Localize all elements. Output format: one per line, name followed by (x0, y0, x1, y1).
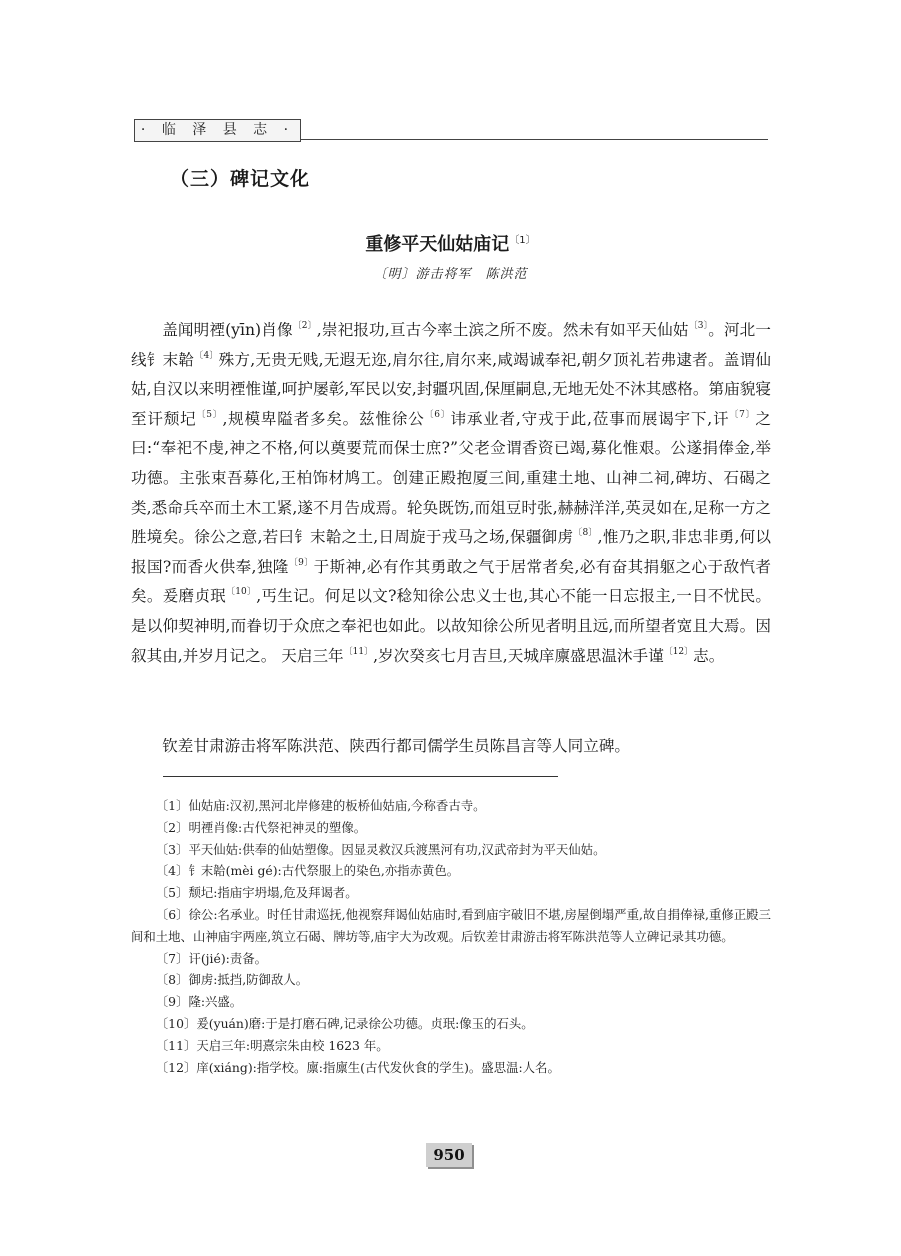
article-title-ref: 〔1〕 (509, 235, 536, 246)
body-text-run: ,岁次癸亥七月吉旦,天城庠廪盛思温沐手谨 (373, 646, 664, 665)
footnote-ref: 〔3〕 (688, 321, 709, 331)
body-text-run: ,规模卑隘者多矣。兹惟徐公 (222, 409, 425, 428)
footnote-ref: 〔9〕 (288, 557, 314, 568)
footnote-ref: 〔10〕 (226, 587, 257, 598)
footnote-item: 〔5〕颓圮:指庙宇坍塌,危及拜谒者。 (155, 885, 358, 901)
footnote-item: 〔11〕天启三年:明熹宗朱由校 1623 年。 (155, 1037, 389, 1053)
body-text-run: ,丐生记。何足以文?稔知徐公忠义士也,其心不能一日忘报主,一日不忧民。是以仰契神明,而眷切于众庶之奉祀也如此。以故知徐公所见者明且远,而所望者宽且大焉。因叙其由,并岁月记之。 天启三年 (131, 587, 772, 665)
running-header (134, 119, 768, 141)
article-author: 〔明〕游击将军 陈洪范 (373, 267, 528, 282)
body-text-run: 之曰:“奉祀不虔,神之不格,何以奠要荒而保士庶?”父老佥谓香资已竭,募化惟艰。公遂捐俸金,举功德。主张束吾募化,王柏饰材鸠工。创建正殿抱厦三间,重建土地、山神二祠,碑坊、石碣之类,悉命兵卒而土木工紧,遂不月告成焉。轮奂既饬,而俎豆时张,赫赫洋洋,英灵如在,足称一方之胜境矣。徐公之意,若曰钅末韐之土,日周旋于戎马之场,保疆御虏 (131, 409, 771, 547)
article-title (0, 230, 901, 256)
footnote-item: 〔12〕庠(xiáng):指学校。廪:指廪生(古代发伙食的学生)。盛思温:人名。 (155, 1059, 560, 1075)
body-paragraph-2: 钦差甘肃游击将军陈洪范、陕西行都司儒学生员陈昌言等人同立碑。 (162, 737, 631, 755)
footnote-item: 〔8〕御虏:抵挡,防御敌人。 (155, 972, 309, 988)
body-text-run: 。河北一线钅末韐 (131, 321, 771, 369)
body-paragraph-1 (131, 316, 771, 671)
article-title-text: 重修平天仙姑庙记 (365, 234, 510, 255)
footnote-ref: 〔12〕 (663, 646, 694, 657)
footnote-item: 〔1〕仙姑庙:汉初,黑河北岸修建的板桥仙姑庙,今称香古寺。 (155, 798, 486, 813)
footnote-ref: 〔6〕 (424, 409, 451, 420)
page-number: 950 (426, 1143, 472, 1167)
footnote-item: 〔3〕平天仙姑:供奉的仙姑塑像。因显灵救汉兵渡黑河有功,汉武帝封为平天仙姑。 (155, 841, 606, 857)
body-text-run: ,崇祀报功,亘古今率土滨之所不废。然未有如平天仙姑 (316, 321, 689, 339)
body-text-run: ,惟乃之职,非忠非勇,何以报国?而香火供奉,独隆 (131, 528, 772, 576)
footnote-item: 〔4〕钅末韐(mèi gé):古代祭服上的染色,亦指赤黄色。 (155, 863, 460, 879)
footnote-item: 〔7〕讦(jié):责备。 (155, 950, 268, 966)
body-text-run: 殊方,无贵无贱,无遐无迩,肩尔往,肩尔来,咸竭诚奉祀,朝夕顶礼若弗逮者。盖谓仙姑,自汉以来明禋惟谨,呵护屡彰,军民以安,封疆巩固,保厘嗣息,无地无处不沐其感格。第庙貌寝至讦颓圮 (131, 350, 771, 428)
body-text-run: 志。 (693, 646, 725, 665)
body-text-run: 盖闻明禋(yīn)肖像 (162, 321, 293, 339)
footnote-ref: 〔2〕 (292, 321, 317, 331)
footnote-ref: 〔11〕 (343, 646, 374, 657)
footnote-list (131, 795, 771, 1078)
footnote-ref: 〔7〕 (729, 409, 756, 420)
footnote-item: 〔9〕隆:兴盛。 (155, 994, 243, 1010)
footnote-ref: 〔4〕 (194, 350, 219, 361)
section-title: （三）碑记文化 (170, 168, 311, 190)
footnote-item: 〔6〕徐公:名承业。时任甘肃巡抚,他视察拜谒仙姑庙时,看到庙宇破旧不堪,房屋倒塌严重,故自捐俸禄,重修正殿三间和土地、山神庙宇两座,筑立石碣、牌坊等,庙宇大为改观。后钦差甘肃游击将军陈洪范等人立碑记录其功德。 (131, 906, 771, 944)
body-text-run: 讳承业者,守戎于此,莅事而展谒宇下,讦 (450, 409, 730, 428)
footnote-ref: 〔5〕 (196, 409, 223, 420)
header-label: · 临 泽 县 志 · (134, 119, 301, 142)
footnote-item: 〔10〕爰(yuán)磨:于是打磨石碑,记录徐公功德。贞珉:像玉的石头。 (155, 1015, 534, 1031)
footnote-ref: 〔8〕 (573, 528, 598, 539)
body-text-run: 于斯神,必有作其勇敢之气于居常者矣,必有奋其捐躯之心于敌忾者矣。爰磨贞珉 (131, 557, 772, 606)
header-rule (300, 139, 768, 140)
footnote-rule (163, 776, 558, 777)
footnote-item: 〔2〕明禋肖像:古代祭祀神灵的塑像。 (155, 819, 367, 835)
